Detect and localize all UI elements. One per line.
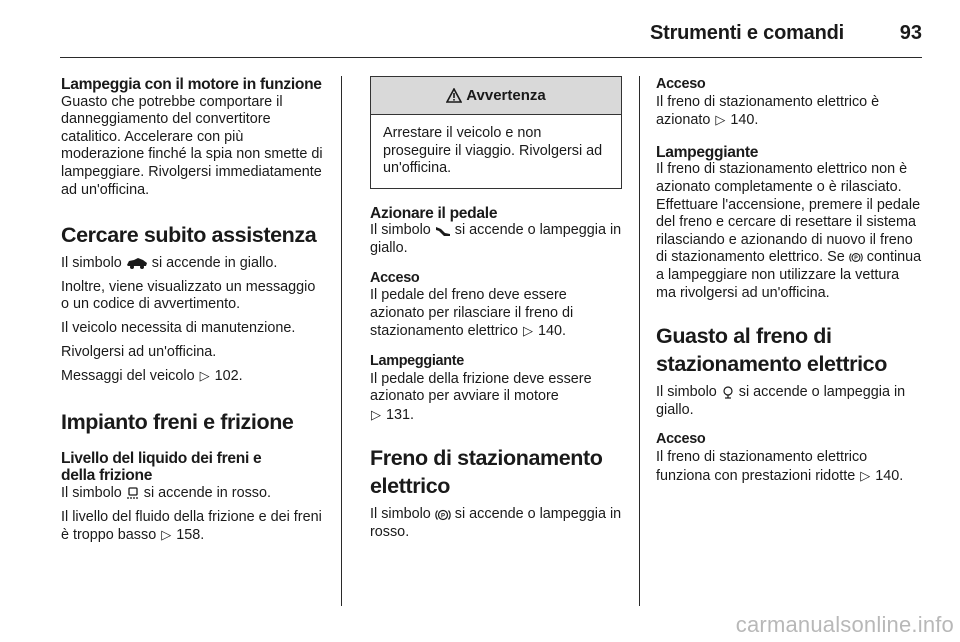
page-ref-arrow-icon: ▷ [715, 112, 726, 128]
parking-brake-icon [849, 251, 863, 264]
warning-title: Avvertenza [466, 87, 546, 104]
paragraph-service-4: Rivolgersi ad un'officina. [61, 343, 217, 360]
paragraph-epb-fault: Il simbolo si accende o lampeggia in giallo. [656, 384, 906, 418]
paragraph-service-1: Il simbolo si accende in giallo. [61, 255, 278, 272]
paragraph-service-2: Inoltre, viene visualizzato un messaggio o un codice di avvertimento. [61, 278, 316, 313]
warning-header [371, 77, 621, 115]
page-ref-arrow-icon: ▷ [199, 368, 210, 384]
foot-pedal-icon [435, 225, 451, 237]
heading-brakes: Impianto freni e frizione [61, 409, 294, 434]
column-2 [370, 76, 622, 548]
page-ref-arrow-icon: ▷ [522, 323, 533, 339]
paragraph-fluid-2: Il livello del fluido della frizione e dei freni è troppo basso ▷ 158. [61, 508, 322, 544]
service-wrench-car-icon [126, 257, 148, 269]
heading-epb-on: Acceso [656, 76, 706, 92]
heading-pedal-flash: Lampeggiante [370, 352, 464, 369]
brake-fluid-icon [126, 486, 140, 500]
heading-pedal: Azionare il pedale [370, 204, 498, 222]
paragraph-epb: Il simbolo P si accende o lampeggia in rosso. [370, 506, 622, 540]
svg-text:P: P [854, 255, 858, 262]
column-divider-2 [639, 76, 640, 606]
heading-epb-fault: Guasto al freno di stazionamento elettrico [656, 324, 887, 377]
page-ref-arrow-icon: ▷ [860, 467, 871, 483]
page-header [60, 18, 922, 58]
watermark: carmanualsonline.info [735, 612, 954, 637]
heading-epb: Freno di stazionamento elettrico [370, 446, 603, 499]
paragraph-epb-on: Il freno di stazionamento elettrico è azionato ▷ 140. [656, 93, 880, 129]
page-ref-arrow-icon: ▷ [161, 527, 172, 543]
column-3 [656, 76, 922, 491]
heading-epb-flash: Lampeggiante [656, 143, 759, 161]
paragraph-pedal-flash: Il pedale della frizione deve essere azionato per avviare il motore ▷ 131. [370, 370, 592, 423]
heading-service: Cercare subito assistenza [61, 223, 317, 248]
paragraph-pedal: Il simbolo si accende o lampeggia in giallo. [370, 222, 622, 256]
column-1 [61, 76, 323, 551]
parking-brake-fault-icon [721, 385, 735, 399]
paragraph-epb-fault-on: Il freno di stazionamento elettrico funziona con prestazioni ridotte ▷ 140. [656, 448, 904, 484]
heading-epb-fault-on: Acceso [656, 431, 706, 448]
parking-brake-icon [435, 508, 451, 522]
warning-box [370, 76, 622, 189]
paragraph-service-5: Messaggi del veicolo ▷ 102. [61, 368, 243, 385]
paragraph-blink: Guasto che potrebbe comportare il danneggiamento del convertitore catalitico. Accelerare con più moderazione finché la spia non smette di lampeggiare. Rivolgersi immediatamente ad un'officina. [61, 93, 323, 198]
page-number: 93 [899, 22, 922, 44]
section-title: Strumenti e comandi [649, 22, 844, 44]
svg-text:P: P [440, 513, 445, 520]
heading-blink: Lampeggia con il motore in funzione [61, 76, 322, 93]
column-divider-1 [341, 76, 342, 606]
paragraph-fluid-1: Il simbolo si accende in rosso. [61, 484, 271, 501]
paragraph-pedal-on: Il pedale del freno deve essere azionato per rilasciare il freno di stazionamento elettrico ▷ 140. [370, 287, 574, 340]
heading-pedal-on: Acceso [370, 269, 420, 286]
paragraph-epb-flash: Il freno di stazionamento elettrico non è azionato completamente o è rilasciato. Effettuare l'accensione, premere il pedale del freno e cercare di resettare il sistema rilasciando e azionando di nuovo il freno di stazionamento elettrico. Se P continua a lampeggiare non utilizzare la vettura ma rivolgersi ad un'officina. [656, 161, 922, 301]
heading-fluid: Livello del liquido dei freni e della frizione [61, 449, 262, 485]
warning-triangle-icon [446, 88, 462, 103]
page-ref-arrow-icon: ▷ [371, 406, 381, 422]
warning-text: Arrestare il veicolo e non proseguire il viaggio. Rivolgersi ad un'officina. [383, 125, 603, 177]
paragraph-service-3: Il veicolo necessita di manutenzione. [61, 319, 296, 336]
